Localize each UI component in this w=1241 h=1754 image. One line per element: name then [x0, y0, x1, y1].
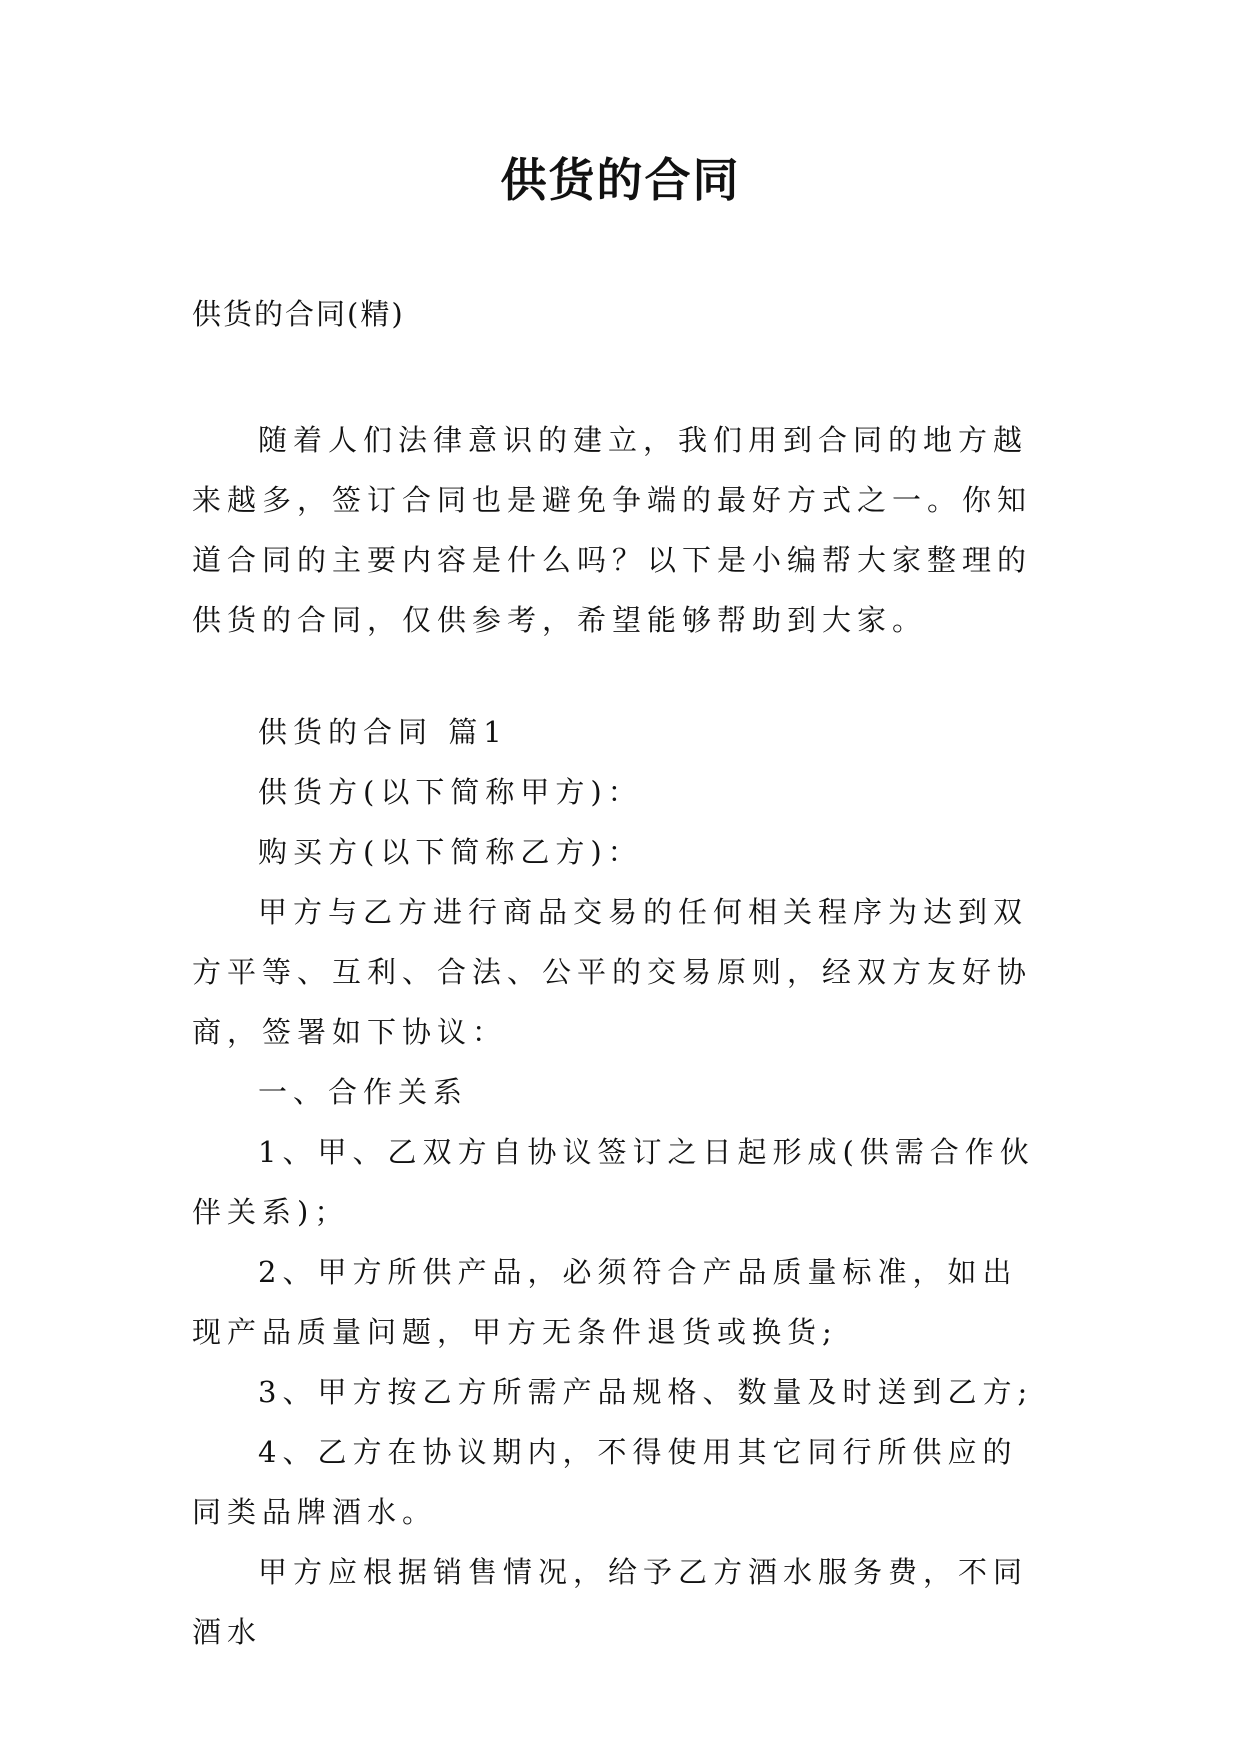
- service-fee-paragraph: 甲方应根据销售情况，给予乙方酒水服务费，不同酒水: [192, 1555, 1029, 1649]
- section-heading: 供货的合同 篇1: [258, 715, 508, 749]
- document-body: [192, 410, 1052, 1662]
- intro-paragraph: 随着人们法律意识的建立，我们用到合同的地方越来越多，签订合同也是避免争端的最好方式之一。你知道合同的主要内容是什么吗？以下是小编帮大家整理的供货的合同，仅供参考，希望能够帮助到大家。: [192, 423, 1033, 637]
- document-subtitle: 供货的合同(精): [192, 297, 405, 331]
- agreement-preamble: 甲方与乙方进行商品交易的任何相关程序为达到双方平等、互利、合法、公平的交易原则，经双方友好协商，签署如下协议：: [192, 895, 1033, 1049]
- clause-4: 4、乙方在协议期内，不得使用其它同行所供应的同类品牌酒水。: [192, 1435, 1018, 1529]
- clause-1: 1、甲、乙双方自协议签订之日起形成(供需合作伙伴关系)；: [192, 1135, 1035, 1229]
- buyer-line: 购买方(以下简称乙方)：: [258, 835, 643, 869]
- clause-heading: 一、合作关系: [258, 1075, 469, 1109]
- supplier-line: 供货方(以下简称甲方)：: [258, 775, 643, 809]
- document-title: 供货的合同: [500, 153, 741, 207]
- clause-2: 2、甲方所供产品，必须符合产品质量标准，如出现产品质量问题，甲方无条件退货或换货;: [192, 1255, 1018, 1349]
- clause-3: 3、甲方按乙方所需产品规格、数量及时送到乙方;: [258, 1375, 1034, 1409]
- section-spacer: [192, 650, 1052, 702]
